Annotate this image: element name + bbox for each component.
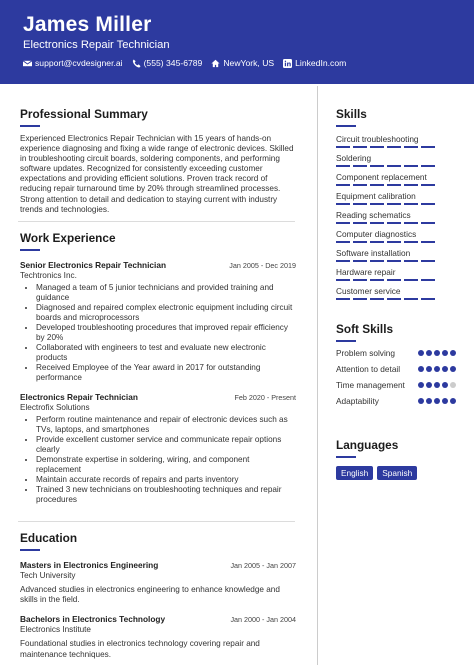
job-bullet: • Perform routine maintenance and repair of electronic devices such as TVs, laptops, and smartphones (36, 415, 296, 435)
skill-level-segment (370, 222, 384, 224)
rating-dot (442, 350, 448, 356)
education-heading: Education (20, 531, 78, 545)
skill-level-segment (353, 279, 367, 281)
skill-level-segment (336, 203, 350, 205)
skill-level-segment (421, 184, 435, 186)
skill-level-segment (336, 260, 350, 262)
rating-dot (434, 398, 440, 404)
soft-skill-name: Problem solving (336, 348, 396, 358)
phone-icon (132, 59, 141, 68)
degree-title: Bachelors in Electronics Technology (20, 614, 166, 625)
contact-info (23, 58, 355, 68)
language-tags (336, 466, 456, 480)
rating-dot (450, 382, 456, 388)
skill-item (336, 153, 456, 167)
work-heading: Work Experience (20, 231, 116, 245)
envelope-icon (23, 59, 32, 68)
soft-skill-name: Time management (336, 380, 405, 390)
soft-skill-item (336, 380, 456, 390)
job-bullet: • Received Employee of the Year award in 2017 for outstanding performance (36, 363, 296, 383)
skill-level-segment (387, 241, 401, 243)
work-section (20, 231, 296, 505)
skill-level-segment (404, 146, 418, 148)
contact-location (211, 58, 274, 68)
job-bullet: • Developed troubleshooting procedures that improved repair efficiency by 20% (36, 323, 296, 343)
skill-level-segment (421, 298, 435, 300)
languages-heading: Languages (336, 438, 399, 452)
section-divider (18, 521, 295, 522)
rating-dot (434, 350, 440, 356)
skill-name: Component replacement (336, 172, 427, 182)
soft-skill-rating (416, 382, 456, 388)
skill-name: Equipment calibration (336, 191, 416, 201)
phone-text: (555) 345-6789 (143, 58, 203, 68)
school-name: Electronics Institute (20, 625, 91, 635)
soft-skills-list (336, 348, 456, 406)
soft-skill-rating (416, 350, 456, 356)
degree-title: Masters in Electronics Engineering (20, 560, 159, 570)
job-title: Senior Electronics Repair Technician (20, 260, 167, 270)
skill-level-segment (370, 241, 384, 243)
skill-level-segment (353, 222, 367, 224)
home-icon (211, 59, 220, 68)
rating-dot (426, 398, 432, 404)
rating-dot (418, 382, 424, 388)
skill-level-segment (387, 165, 401, 167)
location-text: NewYork, US (223, 58, 275, 68)
skill-level-segment (387, 222, 401, 224)
skill-name: Hardware repair (336, 267, 396, 277)
education-date: Jan 2000 - Jan 2004 (230, 615, 296, 625)
skill-level-bar (336, 146, 456, 148)
resume-header (0, 0, 474, 84)
rating-dot (450, 398, 456, 404)
job-entry (20, 260, 296, 383)
soft-skill-item (336, 348, 456, 358)
skill-level-segment (387, 203, 401, 205)
job-date: Feb 2020 - Present (234, 393, 296, 402)
rating-dot (442, 382, 448, 388)
job-bullet: • Diagnosed and repaired complex electronic equipment including circuit boards and microprocessors (36, 303, 296, 323)
skill-level-segment (370, 184, 384, 186)
job-company: Techtronics Inc. (20, 271, 77, 280)
skill-level-segment (353, 146, 367, 148)
rating-dot (442, 398, 448, 404)
skill-level-segment (370, 279, 384, 281)
rating-dot (418, 350, 424, 356)
heading-underline (336, 340, 356, 342)
skill-name: Customer service (336, 286, 401, 296)
rating-dot (426, 366, 432, 372)
soft-skill-item (336, 396, 456, 406)
summary-text: Experienced Electronics Repair Technician with 15 years of hands-on experience diagnosing and fixing a wide range of electronic devices. Skilled in troubleshooting circuit boards, soldering components, and performing software updates. Recognized for consistently exceeding customer expectations and providing efficient solutions. Proven track record of reducing repair turnaround time by 20% through streamlined processes. Strong attention to detail and dedication to staying current with industry trends and technologies. (20, 134, 294, 214)
education-section (20, 531, 296, 660)
skill-item (336, 172, 456, 186)
contact-phone[interactable] (132, 58, 203, 68)
skill-level-segment (370, 203, 384, 205)
contact-email[interactable] (23, 58, 123, 68)
job-bullets (20, 415, 296, 505)
skill-level-segment (370, 260, 384, 262)
skill-level-segment (336, 298, 350, 300)
school-name: Tech University (20, 571, 76, 580)
soft-skill-name: Attention to detail (336, 364, 401, 374)
job-company: Electrofix Solutions (20, 403, 90, 412)
skill-level-segment (353, 165, 367, 167)
skill-level-segment (353, 298, 367, 300)
skill-name: Soldering (336, 153, 372, 163)
skill-level-segment (370, 165, 384, 167)
soft-skills-section (336, 322, 456, 406)
job-date: Jan 2005 - Dec 2019 (229, 261, 296, 270)
soft-skills-heading: Soft Skills (336, 322, 394, 336)
skill-level-segment (404, 184, 418, 186)
skill-level-segment (421, 146, 435, 148)
skills-section (336, 107, 456, 305)
skill-level-segment (421, 203, 435, 205)
skill-level-segment (387, 146, 401, 148)
skill-item (336, 191, 456, 205)
skill-name: Reading schematics (336, 210, 411, 220)
rating-dot (426, 382, 432, 388)
rating-dot (450, 366, 456, 372)
education-description: Foundational studies in electronics technology covering repair and maintenance techniques. (20, 639, 260, 659)
education-entry (20, 560, 296, 605)
candidate-name: James Miller (23, 13, 152, 36)
skill-level-segment (387, 279, 401, 281)
skill-level-segment (421, 260, 435, 262)
rating-dot (434, 382, 440, 388)
soft-skill-name: Adaptability (336, 396, 379, 406)
skill-level-bar (336, 260, 456, 262)
column-divider (317, 86, 318, 665)
skill-level-bar (336, 203, 456, 205)
language-tag: English (336, 466, 373, 480)
skill-level-segment (336, 184, 350, 186)
education-description: Advanced studies in electronics engineering to enhance knowledge and skills in the field. (20, 585, 280, 605)
heading-underline (336, 456, 356, 458)
language-tag: Spanish (377, 466, 417, 480)
heading-underline (20, 125, 40, 127)
job-bullet: • Managed a team of 5 junior technicians and provided training and guidance (36, 283, 296, 303)
summary-heading: Professional Summary (20, 107, 148, 121)
skill-level-segment (421, 222, 435, 224)
skill-level-segment (404, 165, 418, 167)
skill-name: Circuit troubleshooting (336, 134, 419, 144)
skill-level-segment (404, 298, 418, 300)
skill-level-segment (421, 241, 435, 243)
skill-item (336, 286, 456, 300)
skill-level-bar (336, 279, 456, 281)
skill-level-segment (336, 146, 350, 148)
heading-underline (20, 549, 40, 551)
skill-level-segment (336, 279, 350, 281)
linkedin-icon (283, 59, 292, 68)
skill-item (336, 134, 456, 148)
rating-dot (426, 350, 432, 356)
job-bullet: • Collaborated with engineers to test and evaluate new electronic products (36, 343, 296, 363)
skill-level-segment (387, 260, 401, 262)
education-date: Jan 2005 - Jan 2007 (230, 561, 296, 570)
job-bullet: • Maintain accurate records of repairs and parts inventory (36, 475, 296, 485)
skill-name: Computer diagnostics (336, 229, 417, 239)
contact-linkedin[interactable] (283, 58, 346, 68)
email-text: support@cvdesigner.ai (35, 58, 123, 68)
skill-level-segment (336, 241, 350, 243)
skill-item (336, 210, 456, 224)
heading-underline (336, 125, 356, 127)
rating-dot (442, 366, 448, 372)
skill-level-bar (336, 165, 456, 167)
skill-level-segment (387, 298, 401, 300)
candidate-title: Electronics Repair Technician (23, 39, 170, 51)
job-bullet: • Demonstrate expertise in soldering, wiring, and component replacement (36, 455, 296, 475)
skill-level-segment (404, 279, 418, 281)
skill-level-segment (370, 298, 384, 300)
skill-name: Software installation (336, 248, 411, 258)
skill-level-segment (421, 279, 435, 281)
section-divider (18, 221, 295, 222)
job-title: Electronics Repair Technician (20, 392, 138, 402)
skill-level-segment (353, 241, 367, 243)
skill-level-segment (336, 165, 350, 167)
skill-level-segment (404, 203, 418, 205)
job-entry (20, 392, 296, 505)
skill-level-segment (404, 222, 418, 224)
skill-level-segment (404, 260, 418, 262)
rating-dot (418, 398, 424, 404)
skill-level-segment (421, 165, 435, 167)
skill-level-segment (353, 260, 367, 262)
rating-dot (450, 350, 456, 356)
skill-item (336, 267, 456, 281)
summary-section (20, 107, 296, 215)
skill-level-segment (370, 146, 384, 148)
skills-heading: Skills (336, 107, 367, 121)
languages-section (336, 438, 456, 480)
skill-level-segment (387, 184, 401, 186)
skill-level-bar (336, 184, 456, 186)
soft-skill-rating (416, 398, 456, 404)
rating-dot (434, 366, 440, 372)
skill-item (336, 248, 456, 262)
soft-skill-item (336, 364, 456, 374)
skill-level-segment (353, 203, 367, 205)
skills-list (336, 134, 456, 300)
skill-level-bar (336, 222, 456, 224)
skill-level-segment (404, 241, 418, 243)
heading-underline (20, 249, 40, 251)
rating-dot (418, 366, 424, 372)
skill-level-segment (336, 222, 350, 224)
skill-item (336, 229, 456, 243)
job-bullet: • Trained 3 new technicians on troubleshooting techniques and repair procedures (36, 485, 296, 505)
soft-skill-rating (416, 366, 456, 372)
job-bullets (20, 283, 296, 383)
skill-level-segment (353, 184, 367, 186)
linkedin-text: LinkedIn.com (295, 58, 347, 68)
education-entry (20, 614, 296, 659)
skill-level-bar (336, 298, 456, 300)
job-bullet: • Provide excellent customer service and communicate repair options clearly (36, 435, 296, 455)
skill-level-bar (336, 241, 456, 243)
